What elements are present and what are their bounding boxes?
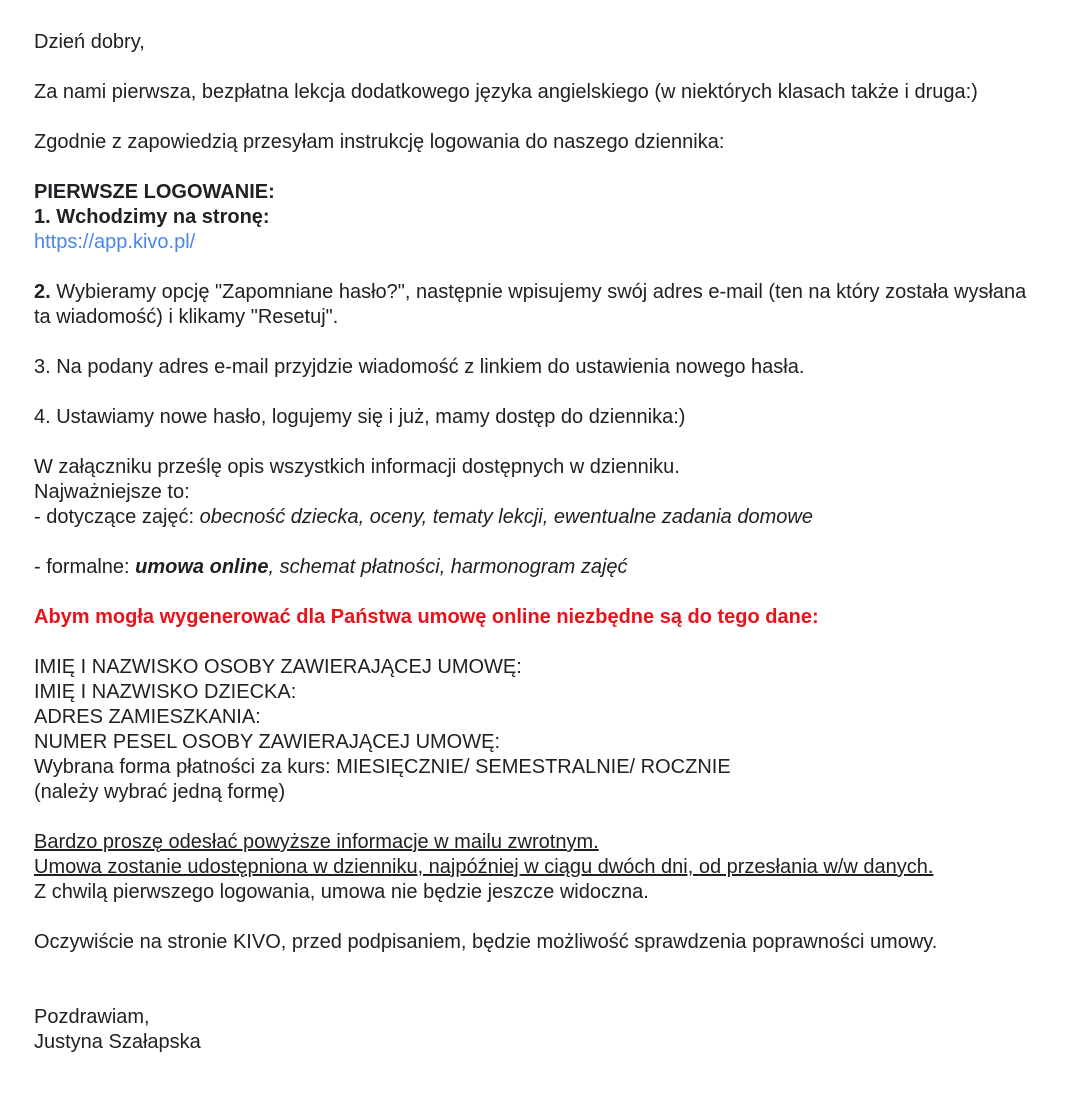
intro-paragraph: Za nami pierwsza, bezpłatna lekcja dodatkowego języka angielskiego (w niektórych klasach także i druga:) bbox=[34, 81, 978, 103]
signature-name: Justyna Szałapska bbox=[34, 1031, 201, 1053]
classes-items: obecność dziecka, oceny, tematy lekcji, ewentualne zadania domowe bbox=[199, 506, 813, 528]
most-important-line: Najważniejsze to: bbox=[34, 481, 190, 503]
reply-request: Bardzo proszę odesłać powyższe informacje w mailu zwrotnym. bbox=[34, 831, 599, 853]
announce-paragraph: Zgodnie z zapowiedzią przesyłam instrukcję logowania do naszego dziennika: bbox=[34, 131, 725, 153]
classes-prefix: - dotyczące zajęć: bbox=[34, 506, 200, 528]
data-request-heading: Abym mogła wygenerować dla Państwa umowę online niezbędne są do tego dane: bbox=[34, 606, 819, 628]
formal-line bbox=[34, 555, 1044, 580]
contract-availability-line bbox=[34, 855, 1044, 880]
attachment-line: W załączniku prześlę opis wszystkich informacji dostępnych w dzienniku. bbox=[34, 456, 680, 478]
classes-line bbox=[34, 505, 1044, 530]
formal-rest: , schemat płatności, harmonogram zajęć bbox=[268, 556, 628, 578]
field-contract-party: IMIĘ I NAZWISKO OSOBY ZAWIERAJĄCEJ UMOWĘ: bbox=[34, 656, 522, 678]
reply-request-line bbox=[34, 830, 1044, 855]
formal-prefix: - formalne: bbox=[34, 556, 136, 578]
verification-note: Oczywiście na stronie KIVO, przed podpisaniem, będzie możliwość sprawdzenia poprawności umowy. bbox=[34, 931, 938, 953]
field-pesel: NUMER PESEL OSOBY ZAWIERAJĄCEJ UMOWĘ: bbox=[34, 731, 500, 753]
step4-paragraph: 4. Ustawiamy nowe hasło, logujemy się i już, mamy dostęp do dziennika:) bbox=[34, 406, 686, 428]
step1-label: 1. Wchodzimy na stronę: bbox=[34, 206, 270, 228]
closing: Pozdrawiam, bbox=[34, 1006, 150, 1028]
kivo-login-link[interactable]: https://app.kivo.pl/ bbox=[34, 231, 196, 253]
step3-paragraph: 3. Na podany adres e-mail przyjdzie wiadomość z linkiem do ustawienia nowego hasła. bbox=[34, 356, 805, 378]
email-body bbox=[34, 30, 1044, 1055]
greeting: Dzień dobry, bbox=[34, 31, 145, 53]
field-payment: Wybrana forma płatności za kurs: MIESIĘCZNIE/ SEMESTRALNIE/ ROCZNIE bbox=[34, 756, 731, 778]
field-child: IMIĘ I NAZWISKO DZIECKA: bbox=[34, 681, 297, 703]
field-payment-note: (należy wybrać jedną formę) bbox=[34, 781, 286, 803]
first-login-note: Z chwilą pierwszego logowania, umowa nie będzie jeszcze widoczna. bbox=[34, 881, 649, 903]
first-login-heading: PIERWSZE LOGOWANIE: bbox=[34, 181, 275, 203]
step2-paragraph bbox=[34, 280, 1044, 330]
formal-bold: umowa online bbox=[135, 556, 269, 578]
step2-text: Wybieramy opcję "Zapomniane hasło?", następnie wpisujemy swój adres e-mail (ten na który została wysłana ta wiadomość) i klikamy "Resetuj". bbox=[34, 281, 1027, 328]
contract-availability: Umowa zostanie udostępniona w dzienniku, najpóźniej w ciągu dwóch dni, od przesłania w/w danych. bbox=[34, 856, 934, 878]
step2-number: 2. bbox=[34, 281, 51, 303]
field-address: ADRES ZAMIESZKANIA: bbox=[34, 706, 261, 728]
